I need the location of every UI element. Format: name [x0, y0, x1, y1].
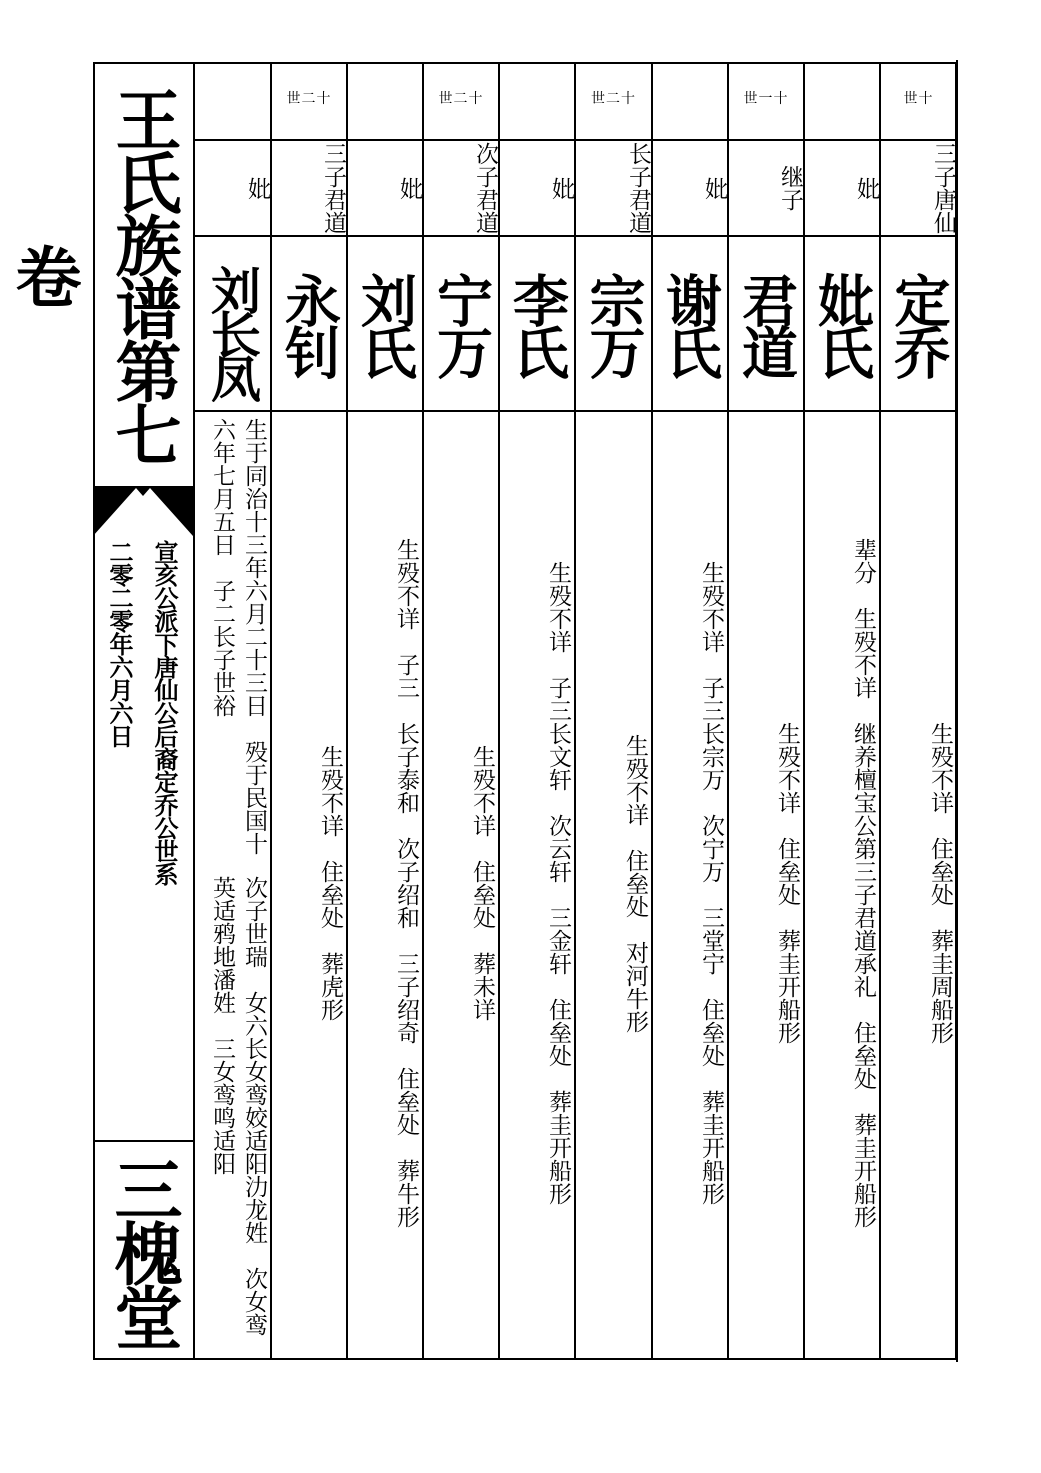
person-name: 宁万: [428, 272, 494, 376]
relation-label: [729, 140, 803, 236]
relation-line: 三子: [930, 142, 956, 188]
relation-label: [196, 140, 270, 236]
detail-line: 生殁不详 住垒处 葬未详: [469, 745, 495, 1021]
detail-line: 生殁不详 住垒处 葬圭周船形: [927, 722, 953, 1044]
person-name: 宗万: [580, 272, 647, 376]
relation-label: [424, 140, 498, 236]
relation-label: [500, 140, 574, 236]
spine: [4, 62, 195, 1360]
person-name: 永钊: [276, 272, 342, 376]
relation-line: 妣: [244, 176, 270, 200]
person-name: 妣氏: [809, 272, 875, 376]
generation-label: 世十: [903, 91, 934, 107]
relation-line: 君道: [472, 188, 498, 234]
person-detail: [576, 418, 651, 1348]
relation-line: 唐仙: [930, 188, 956, 234]
relation-line: 妣: [396, 176, 422, 200]
genealogy-column: [881, 62, 956, 1360]
person-detail: [653, 418, 727, 1348]
detail-line: 生殁不详 子三 长子泰和 次子绍和 三子绍奇 住垒处 葬牛形: [393, 538, 419, 1228]
relation-label: [272, 140, 346, 236]
relation-label: [881, 140, 956, 236]
compile-date: 二零二零年六月六日: [105, 540, 134, 747]
person-detail: [805, 418, 879, 1348]
generation-label: 世二十: [438, 91, 484, 107]
genealogy-column: [805, 62, 879, 1360]
detail-line: 生殁不详 住垒处 对河牛形: [622, 733, 648, 1033]
person-detail: [272, 418, 346, 1348]
relation-line: 妣: [701, 176, 727, 200]
relation-line: 继子: [777, 165, 803, 211]
person-detail: [424, 418, 498, 1348]
genealogy-column: [272, 62, 346, 1360]
detail-line: 次子世瑞 女六长女鸾姣适阳氻龙姓 次女鸾英适鸦地潘姓 三女鸾鸣适阳: [209, 875, 267, 1336]
divider: [93, 1140, 193, 1142]
relation-line: 妣: [853, 176, 879, 200]
person-detail: [500, 418, 574, 1348]
generation-label: 世一十: [743, 91, 789, 107]
person-detail: [881, 418, 956, 1348]
book-title: 王氏族谱第七卷: [4, 85, 182, 464]
relation-label: [576, 140, 651, 236]
genealogy-column: [729, 62, 803, 1360]
relation-line: 君道: [320, 188, 346, 234]
genealogy-column: [653, 62, 727, 1360]
relation-line: 三子: [320, 142, 346, 188]
relation-label: [653, 140, 727, 236]
person-name: 刘长凤: [203, 265, 262, 397]
person-name: 李氏: [504, 272, 570, 376]
generation-label: 世二十: [591, 91, 636, 107]
person-detail: [729, 418, 803, 1348]
detail-line: 生殁不详 子三长文轩 次云轩 三金轩 住垒处 葬圭开船形: [545, 561, 571, 1205]
relation-line: 次子: [472, 142, 498, 188]
relation-label: [348, 140, 422, 236]
fishtail-ornament: [93, 488, 193, 544]
detail-line: 生殁不详 住垒处 葬圭开船形: [774, 722, 800, 1044]
detail-line: 辈分 生殁不详 继养檀宝公第三子君道承礼 住垒处 葬圭开船形: [850, 538, 876, 1228]
person-name: 定乔: [885, 272, 952, 376]
person-name: 君道: [733, 272, 799, 376]
generation-label: 世二十: [286, 91, 332, 107]
hall-name: 三槐堂: [103, 1155, 183, 1347]
detail-line: 生于同治十三年六月二十三日 殁于民国十六年七月五日 子二长子世裕: [209, 418, 267, 855]
relation-label: [805, 140, 879, 236]
frame-edge: [956, 60, 958, 1362]
relation-line: 君道: [625, 188, 651, 234]
person-name: 谢氏: [657, 272, 723, 376]
genealogy-column: [348, 62, 422, 1360]
person-name: 刘氏: [352, 272, 418, 376]
relation-line: 妣: [548, 176, 574, 200]
person-detail: [196, 418, 270, 1348]
genealogy-column: [196, 62, 270, 1360]
genealogy-column: [424, 62, 498, 1360]
lineage-subtitle: 宣亥公派下唐仙公后裔定乔公世系: [150, 540, 179, 885]
genealogy-column: [500, 62, 574, 1360]
relation-line: 长子: [625, 142, 651, 188]
person-detail: [348, 418, 422, 1348]
genealogy-column: [576, 62, 651, 1360]
detail-line: 生殁不详 住垒处 葬虎形: [317, 745, 343, 1021]
detail-line: 生殁不详 子三长宗万 次宁万 三堂宁 住垒处 葬圭开船形: [698, 561, 724, 1205]
